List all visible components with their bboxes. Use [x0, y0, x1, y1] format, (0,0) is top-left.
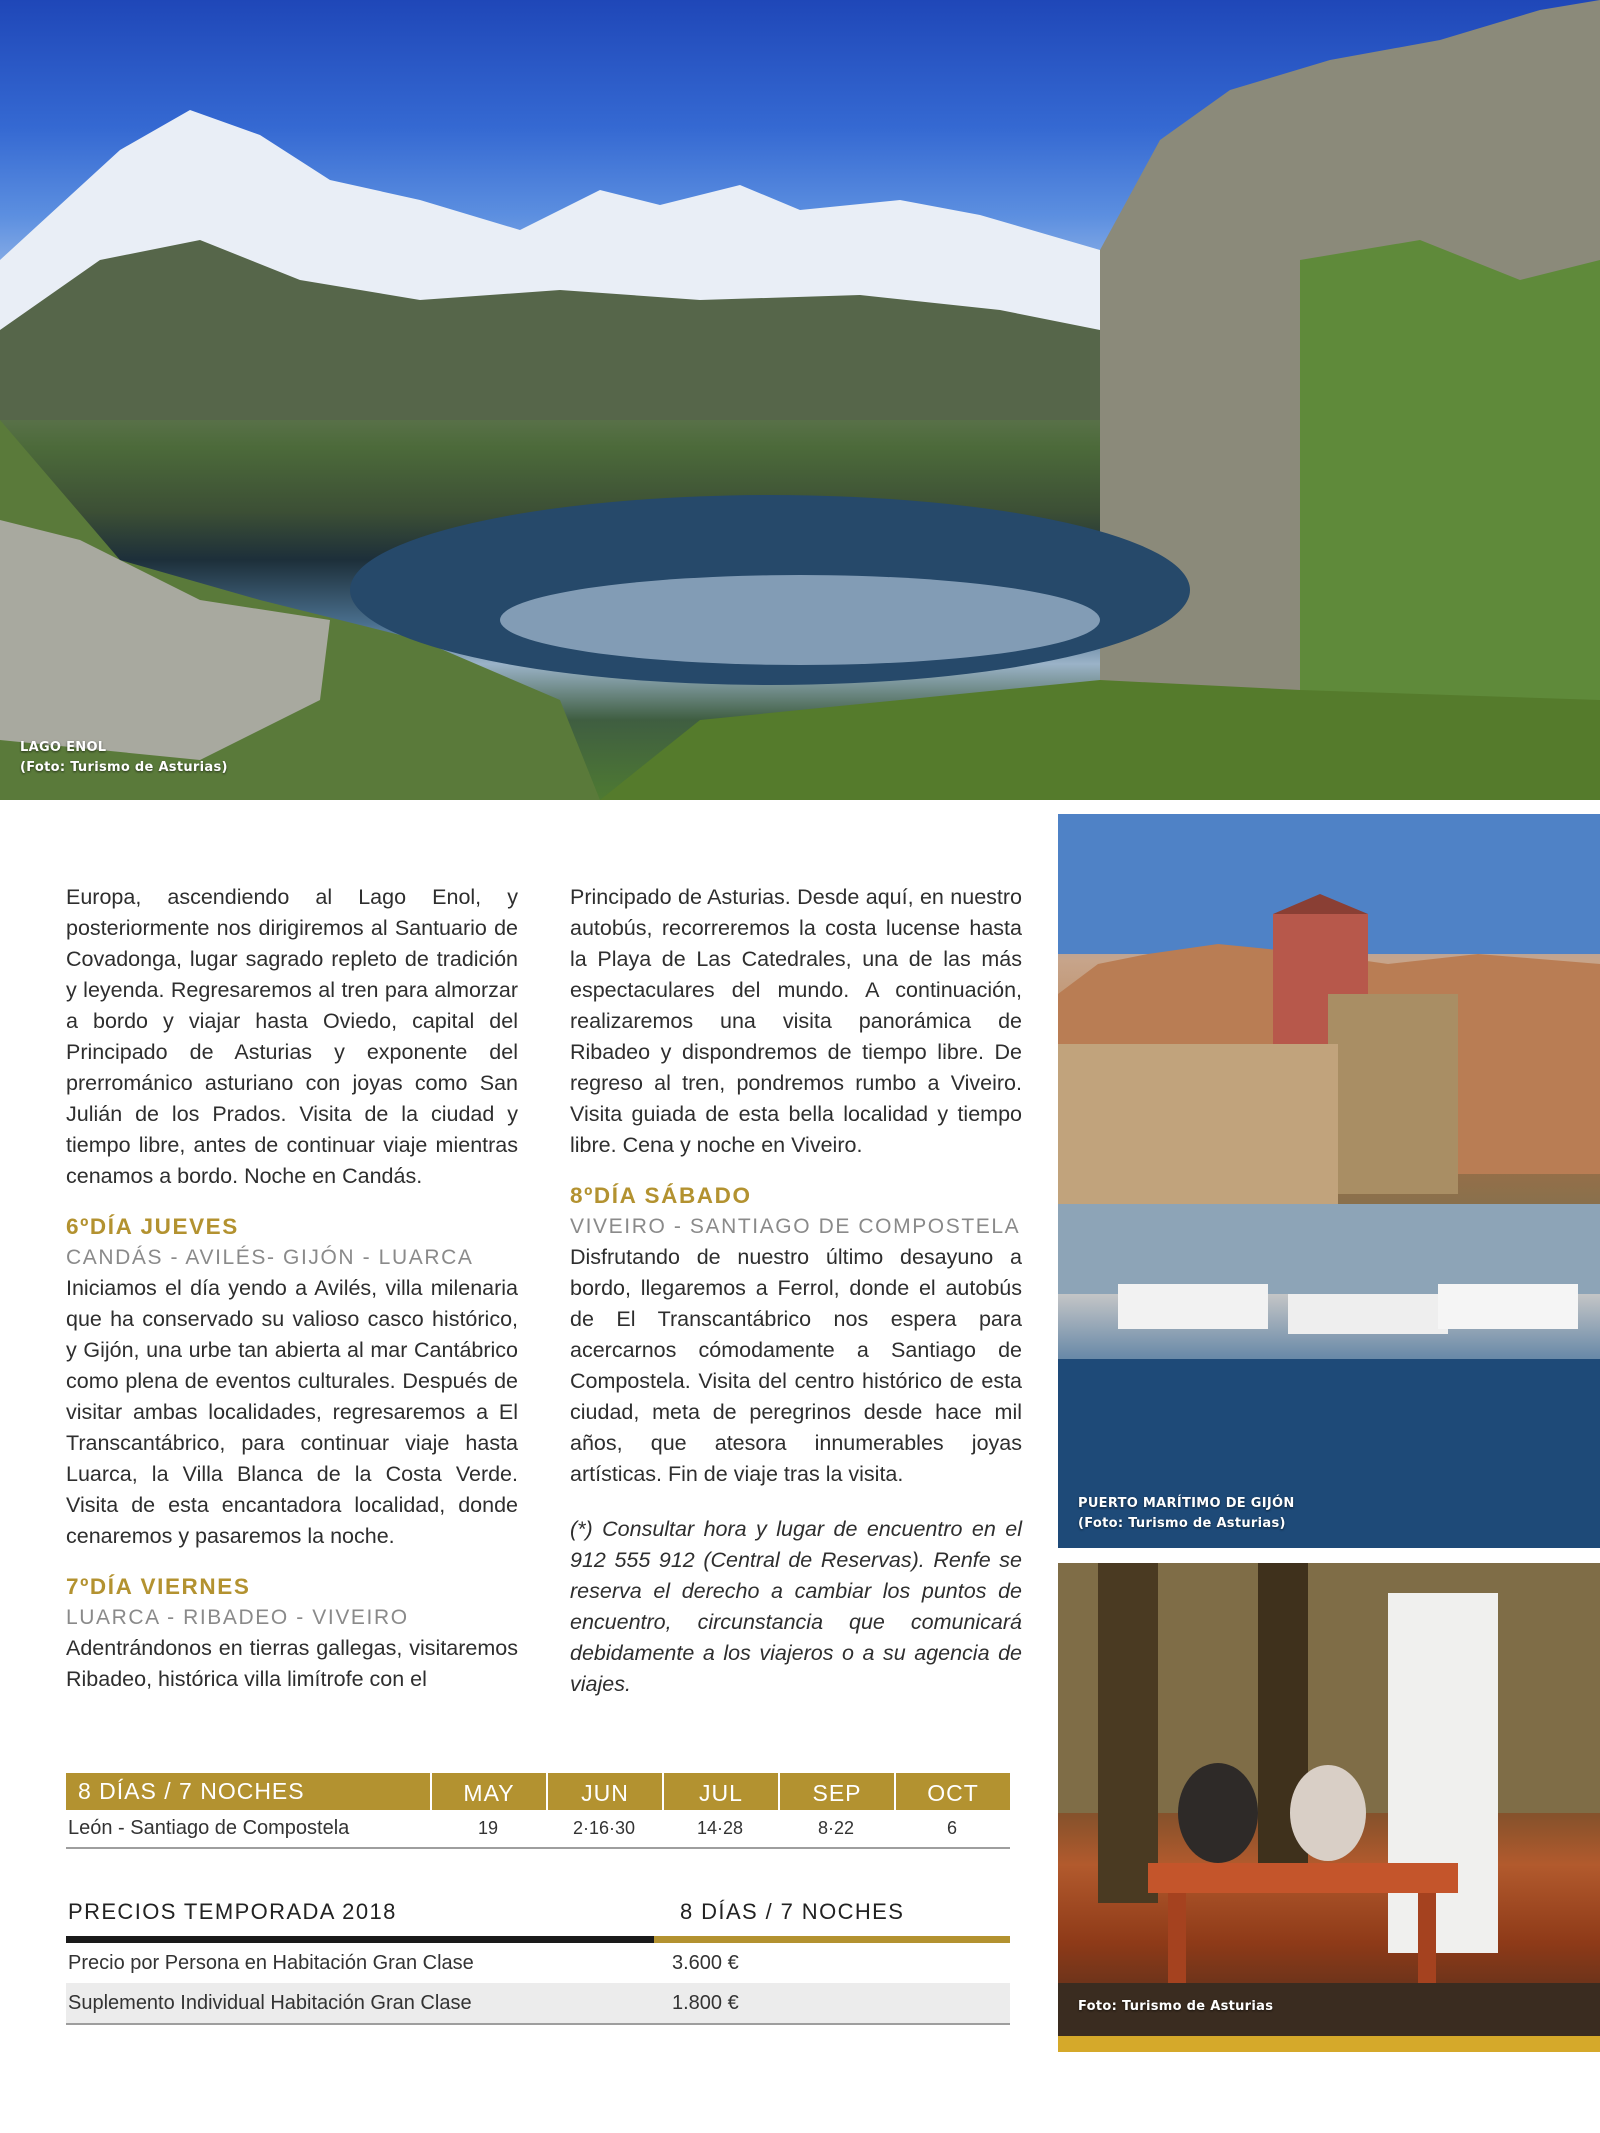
puerto-gijon-art	[1058, 814, 1600, 1548]
prices-title: PRECIOS TEMPORADA 2018	[68, 1899, 397, 1924]
month-header-oct: OCT	[894, 1773, 1010, 1810]
dates-jun: 2·16·30	[572, 1818, 636, 1838]
prices-header-rule	[66, 1936, 1010, 1943]
sidreria-terrace-art	[1058, 1563, 1600, 2050]
day6-route: CANDÁS - AVILÉS- GIJÓN - LUARCA	[66, 1246, 474, 1269]
sidreria-caption: Foto: Turismo de Asturias	[1078, 1999, 1274, 2014]
day8-route: VIVEIRO - SANTIAGO DE COMPOSTELA	[570, 1215, 1021, 1238]
day7-route: LUARCA - RIBADEO - VIVEIRO	[66, 1606, 409, 1629]
month-header-may: MAY	[430, 1773, 546, 1810]
prices-bottom-rule	[66, 2023, 1010, 2025]
lago-enol-caption-credit: (Foto: Turismo de Asturias)	[20, 760, 228, 775]
day7-text: Adentrándonos en tierras gallegas, visitaremos Ribadeo, histórica villa limítrofe con el	[66, 1636, 518, 1691]
prices-column-header: 8 DÍAS / 7 NOCHES	[680, 1899, 905, 1924]
price-label: Precio por Persona en Habitación Gran Clase	[68, 1951, 474, 1974]
table-row	[66, 1943, 1010, 1983]
day7-section	[66, 1572, 518, 1695]
day7-title: 7ºDÍA VIERNES	[66, 1574, 251, 1599]
gold-accent-bar	[1058, 2036, 1600, 2052]
day6-text: Iniciamos el día yendo a Avilés, villa milenaria que ha conservado su valioso casco histórico, y Gijón, una urbe tan abierta al mar Cantábrico como plena de eventos culturales. Después de visitar ambas localidades, regresaremos a El Transcantábrico, para continuar viaje hasta Luarca, la Villa Blanca de la Costa Verde. Visita de esta encantadora localidad, donde cenaremos y pasaremos la noche.	[66, 1276, 518, 1548]
supplement-label: Suplemento Individual Habitación Gran Clase	[68, 1991, 472, 2014]
route-name: León - Santiago de Compostela	[68, 1817, 350, 1839]
dates-table-row	[66, 1810, 1010, 1849]
day8-text: Disfrutando de nuestro último desayuno a bordo, llegaremos a Ferrol, donde el autobús de El Transcantábrico nos espera para acercarnos cómodamente a Santiago de Compostela. Visita del centro histórico de esta ciudad, meta de peregrinos desde hace mil años, que atesora innumerables joyas artísticas. Fin de viaje tras la visita.	[570, 1245, 1022, 1486]
day5-continuation-text: Europa, ascendiendo al Lago Enol, y posteriormente nos dirigiremos al Santuario de Covadonga, lugar sagrado repleto de tradición y leyenda. Regresaremos al tren para almorzar a bordo y viajar hasta Oviedo, capital del Principado de Asturias y exponente del prerrománico asturiano con joyas como San Julián de los Prados. Visita de la ciudad y tiempo libre, antes de continuar viaje mientras cenamos a bordo. Noche en Candás.	[66, 885, 518, 1188]
dates-duration-header: 8 DÍAS / 7 NOCHES	[66, 1773, 430, 1810]
prices-table	[66, 1892, 1010, 2025]
lago-enol-caption-title: LAGO ENOL	[20, 740, 107, 755]
dates-oct: 6	[946, 1818, 957, 1838]
supplement-value: 1.800 €	[672, 1991, 739, 2014]
puerto-gijon-caption-credit: (Foto: Turismo de Asturias)	[1078, 1516, 1286, 1531]
table-row	[66, 1983, 1010, 2023]
puerto-gijon-photo	[1058, 814, 1600, 1548]
itinerary-column-1	[66, 882, 518, 1695]
dates-table-header	[66, 1773, 1010, 1810]
itinerary-column-2	[570, 882, 1022, 1700]
prices-table-header	[66, 1892, 1010, 1932]
puerto-gijon-caption	[1078, 1494, 1295, 1534]
dates-sep: 8·22	[817, 1818, 855, 1838]
day6-title: 6ºDÍA JUEVES	[66, 1214, 239, 1239]
lago-enol-landscape-art	[0, 0, 1600, 800]
month-header-jul: JUL	[662, 1773, 778, 1810]
dates-jul: 14·28	[696, 1818, 744, 1838]
lago-enol-photo	[0, 0, 1600, 800]
day8-title: 8ºDÍA SÁBADO	[570, 1183, 752, 1208]
dates-may: 19	[477, 1818, 499, 1838]
day8-section	[570, 1181, 1022, 1490]
month-header-sep: SEP	[778, 1773, 894, 1810]
sidreria-terrace-photo	[1058, 1563, 1600, 2050]
lago-enol-caption	[20, 738, 228, 778]
day7-continuation-text: Principado de Asturias. Desde aquí, en nuestro autobús, recorreremos la costa lucense hasta la Playa de Las Catedrales, una de las más espectaculares del mundo. A continuación, realizaremos una visita panorámica de Ribadeo y dispondremos de tiempo libre. De regreso al tren, pondremos rumbo a Viveiro. Visita guiada de esta bella localidad y tiempo libre. Cena y noche en Viveiro.	[570, 885, 1022, 1157]
month-header-jun: JUN	[546, 1773, 662, 1810]
puerto-gijon-caption-title: PUERTO MARÍTIMO DE GIJÓN	[1078, 1496, 1295, 1511]
day6-section	[66, 1212, 518, 1552]
meeting-point-note: (*) Consultar hora y lugar de encuentro en el 912 555 912 (Central de Reservas). Renfe se reserva el derecho a cambiar los puntos de encuentro, circunstancia que comunicará debidamente a los viajeros o a su agencia de viajes.	[570, 1517, 1022, 1696]
departure-dates-table	[66, 1773, 1010, 1849]
price-value: 3.600 €	[672, 1951, 739, 1974]
